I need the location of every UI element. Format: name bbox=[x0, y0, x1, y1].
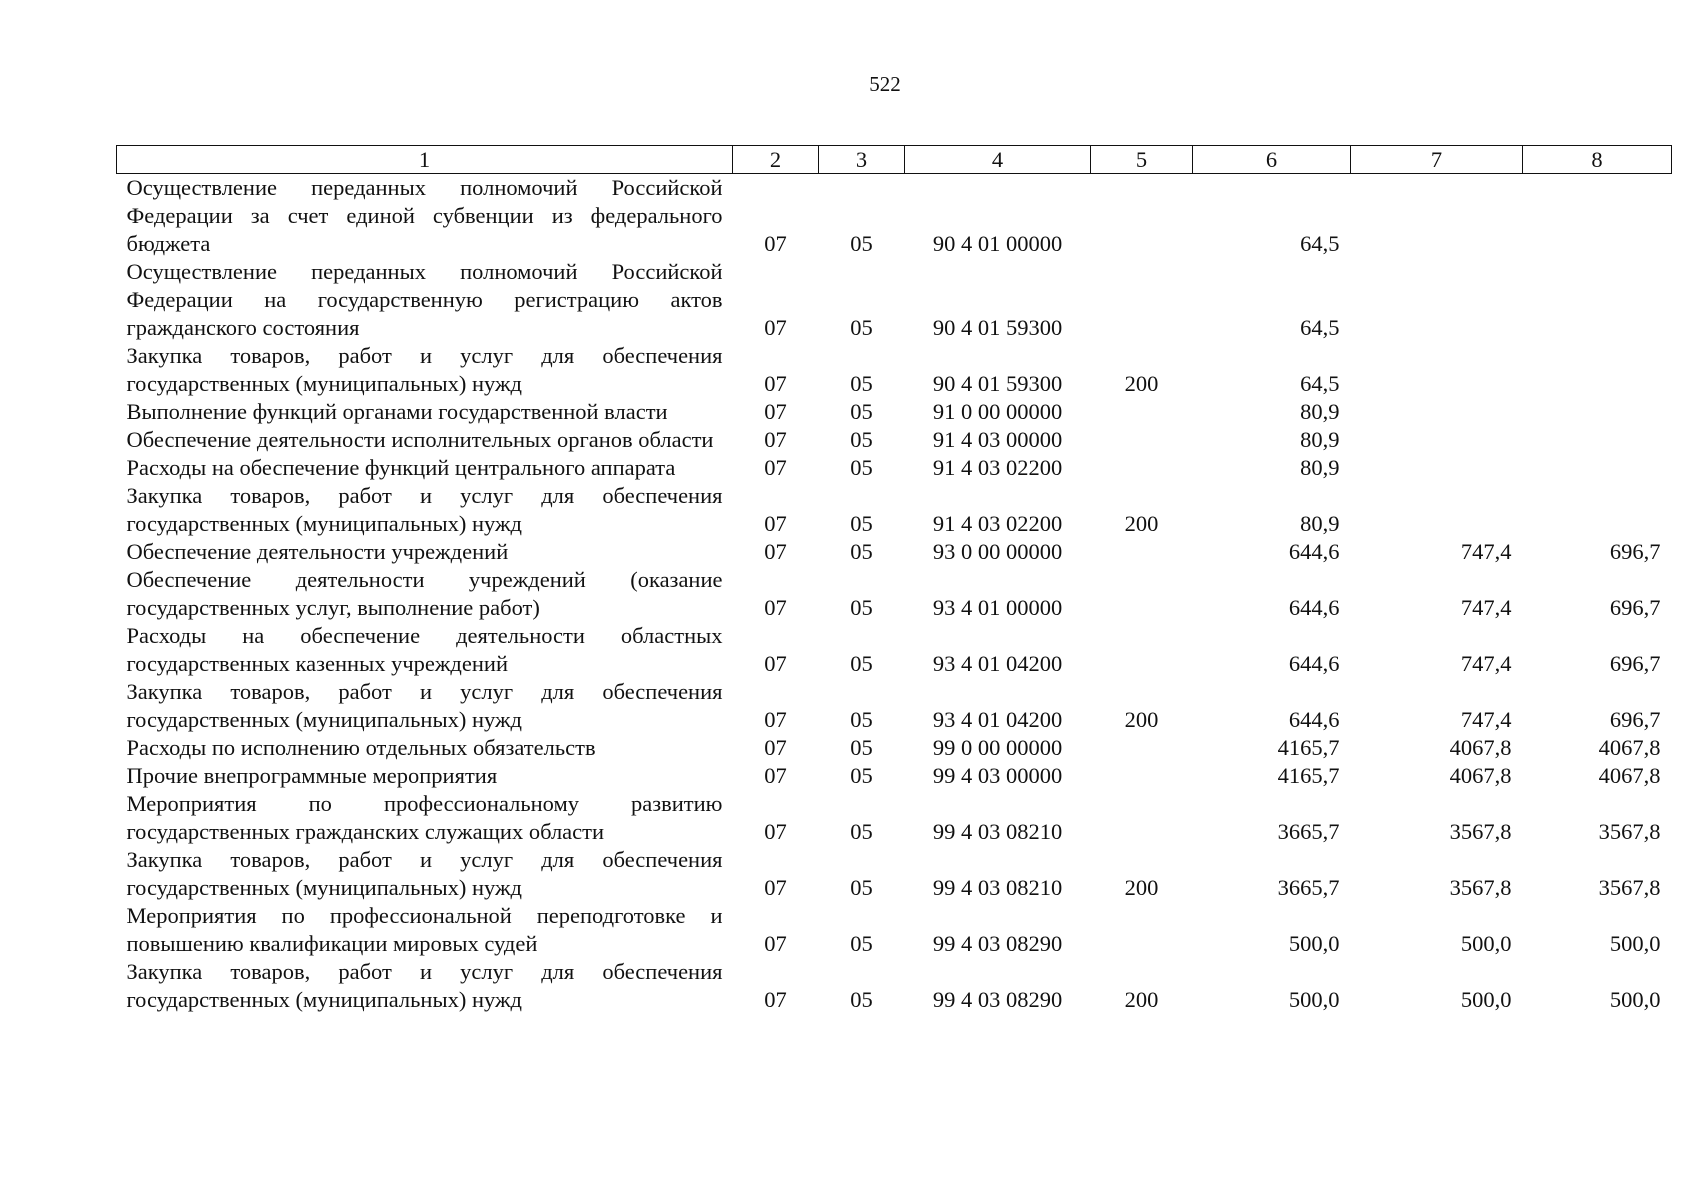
row-name: Закупка товаров, работ и услуг для обеспечения государственных (муниципальных) нужд bbox=[126, 679, 723, 732]
row-name: Закупка товаров, работ и услуг для обеспечения государственных (муниципальных) нужд bbox=[126, 343, 723, 396]
row-section: 07 bbox=[764, 399, 787, 424]
row-amount-col8: 500,0 bbox=[1609, 931, 1661, 956]
row-target-code: 99 4 03 08210 bbox=[932, 875, 1063, 900]
row-expense-type bbox=[1091, 454, 1193, 482]
header-col-3: 3 bbox=[819, 146, 905, 174]
row-subsection: 05 bbox=[850, 763, 873, 788]
row-amount-col7: 747,4 bbox=[1460, 539, 1512, 564]
table-row bbox=[117, 482, 1672, 538]
row-amount-col8 bbox=[1523, 398, 1672, 426]
row-section: 07 bbox=[764, 427, 787, 452]
row-name: Обеспечение деятельности учреждений (оказание государственных услуг, выполнение работ) bbox=[126, 567, 723, 620]
row-subsection: 05 bbox=[850, 875, 873, 900]
row-amount-col6: 80,9 bbox=[1300, 399, 1340, 424]
header-col-1: 1 bbox=[117, 146, 733, 174]
row-name: Прочие внепрограммные мероприятия bbox=[126, 763, 498, 788]
row-name: Обеспечение деятельности учреждений bbox=[126, 539, 509, 564]
header-col-6: 6 bbox=[1193, 146, 1351, 174]
row-expense-type bbox=[1091, 566, 1193, 622]
row-name: Расходы на обеспечение функций центрального аппарата bbox=[126, 455, 676, 480]
row-amount-col7: 4067,8 bbox=[1449, 763, 1512, 788]
row-amount-col7: 4067,8 bbox=[1449, 735, 1512, 760]
row-section: 07 bbox=[764, 707, 787, 732]
row-expense-type bbox=[1091, 734, 1193, 762]
row-target-code: 93 4 01 04200 bbox=[932, 651, 1063, 676]
row-subsection: 05 bbox=[850, 511, 873, 536]
table-header bbox=[117, 146, 1672, 174]
row-subsection: 05 bbox=[850, 539, 873, 564]
table-row bbox=[117, 258, 1672, 342]
table-body bbox=[117, 174, 1672, 1015]
row-section: 07 bbox=[764, 371, 787, 396]
header-col-4: 4 bbox=[905, 146, 1091, 174]
page-number: 522 bbox=[869, 72, 901, 96]
row-amount-col7: 747,4 bbox=[1460, 595, 1512, 620]
row-expense-type: 200 bbox=[1124, 875, 1159, 900]
row-amount-col7 bbox=[1351, 482, 1523, 538]
row-section: 07 bbox=[764, 539, 787, 564]
row-amount-col7: 3567,8 bbox=[1449, 875, 1512, 900]
budget-table bbox=[116, 145, 1672, 1014]
row-expense-type bbox=[1091, 538, 1193, 566]
row-target-code: 90 4 01 59300 bbox=[932, 315, 1063, 340]
row-expense-type bbox=[1091, 902, 1193, 958]
row-target-code: 93 4 01 00000 bbox=[932, 595, 1063, 620]
row-amount-col6: 500,0 bbox=[1288, 931, 1340, 956]
row-section: 07 bbox=[764, 511, 787, 536]
row-target-code: 90 4 01 00000 bbox=[932, 231, 1063, 256]
row-section: 07 bbox=[764, 763, 787, 788]
row-subsection: 05 bbox=[850, 399, 873, 424]
row-name: Закупка товаров, работ и услуг для обеспечения государственных (муниципальных) нужд bbox=[126, 847, 723, 900]
row-target-code: 91 0 00 00000 bbox=[932, 399, 1063, 424]
row-expense-type bbox=[1091, 426, 1193, 454]
table-row bbox=[117, 846, 1672, 902]
row-section: 07 bbox=[764, 651, 787, 676]
table-row bbox=[117, 538, 1672, 566]
table-row bbox=[117, 426, 1672, 454]
row-amount-col7 bbox=[1351, 342, 1523, 398]
table-row bbox=[117, 958, 1672, 1014]
row-amount-col8: 696,7 bbox=[1609, 707, 1661, 732]
row-name: Мероприятия по профессиональной переподготовке и повышению квалификации мировых судей bbox=[126, 903, 723, 956]
row-amount-col8 bbox=[1523, 482, 1672, 538]
row-expense-type: 200 bbox=[1124, 511, 1159, 536]
row-amount-col6: 80,9 bbox=[1300, 427, 1340, 452]
row-subsection: 05 bbox=[850, 315, 873, 340]
table-row bbox=[117, 398, 1672, 426]
row-subsection: 05 bbox=[850, 987, 873, 1012]
row-section: 07 bbox=[764, 315, 787, 340]
row-target-code: 99 4 03 08290 bbox=[932, 987, 1063, 1012]
header-col-8: 8 bbox=[1523, 146, 1672, 174]
row-amount-col6: 644,6 bbox=[1288, 595, 1340, 620]
row-amount-col8 bbox=[1523, 342, 1672, 398]
row-amount-col6: 64,5 bbox=[1300, 231, 1340, 256]
row-expense-type bbox=[1091, 398, 1193, 426]
row-amount-col6: 3665,7 bbox=[1277, 875, 1340, 900]
row-name: Мероприятия по профессиональному развитию государственных гражданских служащих области bbox=[126, 791, 723, 844]
row-expense-type bbox=[1091, 258, 1193, 342]
row-section: 07 bbox=[764, 931, 787, 956]
row-amount-col8 bbox=[1523, 258, 1672, 342]
row-amount-col6: 4165,7 bbox=[1277, 735, 1340, 760]
row-amount-col8: 696,7 bbox=[1609, 651, 1661, 676]
row-section: 07 bbox=[764, 595, 787, 620]
row-amount-col8: 3567,8 bbox=[1598, 875, 1661, 900]
header-col-7: 7 bbox=[1351, 146, 1523, 174]
table-row bbox=[117, 454, 1672, 482]
row-amount-col7 bbox=[1351, 426, 1523, 454]
row-subsection: 05 bbox=[850, 231, 873, 256]
row-section: 07 bbox=[764, 455, 787, 480]
row-target-code: 93 0 00 00000 bbox=[932, 539, 1063, 564]
row-section: 07 bbox=[764, 819, 787, 844]
row-amount-col8 bbox=[1523, 426, 1672, 454]
row-target-code: 99 0 00 00000 bbox=[932, 735, 1063, 760]
table-row bbox=[117, 678, 1672, 734]
row-target-code: 91 4 03 02200 bbox=[932, 455, 1063, 480]
row-amount-col6: 644,6 bbox=[1288, 539, 1340, 564]
row-amount-col6: 80,9 bbox=[1300, 511, 1340, 536]
row-amount-col7: 747,4 bbox=[1460, 651, 1512, 676]
table-row bbox=[117, 790, 1672, 846]
row-expense-type: 200 bbox=[1124, 987, 1159, 1012]
row-name: Расходы на обеспечение деятельности областных государственных казенных учреждений bbox=[126, 623, 723, 676]
header-col-2: 2 bbox=[733, 146, 819, 174]
row-subsection: 05 bbox=[850, 707, 873, 732]
row-target-code: 90 4 01 59300 bbox=[932, 371, 1063, 396]
row-amount-col6: 80,9 bbox=[1300, 455, 1340, 480]
row-section: 07 bbox=[764, 231, 787, 256]
row-subsection: 05 bbox=[850, 931, 873, 956]
row-name: Закупка товаров, работ и услуг для обеспечения государственных (муниципальных) нужд bbox=[126, 959, 723, 1012]
row-amount-col8: 4067,8 bbox=[1598, 735, 1661, 760]
row-amount-col6: 3665,7 bbox=[1277, 819, 1340, 844]
row-name: Выполнение функций органами государственной власти bbox=[126, 399, 668, 424]
row-amount-col8 bbox=[1523, 454, 1672, 482]
header-col-5: 5 bbox=[1091, 146, 1193, 174]
row-amount-col6: 4165,7 bbox=[1277, 763, 1340, 788]
table-row bbox=[117, 762, 1672, 790]
row-amount-col7 bbox=[1351, 454, 1523, 482]
row-amount-col8 bbox=[1523, 174, 1672, 259]
row-amount-col8: 500,0 bbox=[1609, 987, 1661, 1012]
row-target-code: 99 4 03 08290 bbox=[932, 931, 1063, 956]
row-expense-type: 200 bbox=[1124, 371, 1159, 396]
row-section: 07 bbox=[764, 987, 787, 1012]
row-name: Осуществление переданных полномочий Российской Федерации за счет единой субвенции из федерального бюджета bbox=[126, 175, 723, 256]
row-name: Обеспечение деятельности исполнительных органов области bbox=[126, 427, 714, 452]
row-amount-col6: 500,0 bbox=[1288, 987, 1340, 1012]
row-amount-col8: 3567,8 bbox=[1598, 819, 1661, 844]
table-row bbox=[117, 902, 1672, 958]
header-row bbox=[117, 146, 1672, 174]
row-subsection: 05 bbox=[850, 371, 873, 396]
table-row bbox=[117, 734, 1672, 762]
row-name: Осуществление переданных полномочий Российской Федерации на государственную регистрацию актов гражданского состояния bbox=[126, 259, 723, 340]
row-amount-col7 bbox=[1351, 398, 1523, 426]
row-target-code: 91 4 03 02200 bbox=[932, 511, 1063, 536]
row-subsection: 05 bbox=[850, 735, 873, 760]
row-amount-col6: 64,5 bbox=[1300, 315, 1340, 340]
row-expense-type bbox=[1091, 762, 1193, 790]
row-section: 07 bbox=[764, 735, 787, 760]
row-amount-col6: 644,6 bbox=[1288, 707, 1340, 732]
row-subsection: 05 bbox=[850, 651, 873, 676]
table-row bbox=[117, 342, 1672, 398]
row-expense-type bbox=[1091, 622, 1193, 678]
row-amount-col8: 696,7 bbox=[1609, 539, 1661, 564]
row-amount-col7 bbox=[1351, 174, 1523, 259]
row-name: Расходы по исполнению отдельных обязательств bbox=[126, 735, 596, 760]
row-amount-col7: 500,0 bbox=[1460, 931, 1512, 956]
row-target-code: 91 4 03 00000 bbox=[932, 427, 1063, 452]
row-amount-col8: 4067,8 bbox=[1598, 763, 1661, 788]
table-row bbox=[117, 622, 1672, 678]
row-section: 07 bbox=[764, 875, 787, 900]
row-subsection: 05 bbox=[850, 595, 873, 620]
row-subsection: 05 bbox=[850, 819, 873, 844]
row-target-code: 99 4 03 00000 bbox=[932, 763, 1063, 788]
row-expense-type: 200 bbox=[1124, 707, 1159, 732]
table-row bbox=[117, 566, 1672, 622]
row-target-code: 93 4 01 04200 bbox=[932, 707, 1063, 732]
row-amount-col7: 500,0 bbox=[1460, 987, 1512, 1012]
table-row bbox=[117, 174, 1672, 259]
row-amount-col7: 3567,8 bbox=[1449, 819, 1512, 844]
row-amount-col6: 644,6 bbox=[1288, 651, 1340, 676]
row-target-code: 99 4 03 08210 bbox=[932, 819, 1063, 844]
row-amount-col8: 696,7 bbox=[1609, 595, 1661, 620]
row-expense-type bbox=[1091, 174, 1193, 259]
row-name: Закупка товаров, работ и услуг для обеспечения государственных (муниципальных) нужд bbox=[126, 483, 723, 536]
row-subsection: 05 bbox=[850, 427, 873, 452]
row-amount-col7 bbox=[1351, 258, 1523, 342]
row-amount-col7: 747,4 bbox=[1460, 707, 1512, 732]
row-subsection: 05 bbox=[850, 455, 873, 480]
row-amount-col6: 64,5 bbox=[1300, 371, 1340, 396]
row-expense-type bbox=[1091, 790, 1193, 846]
